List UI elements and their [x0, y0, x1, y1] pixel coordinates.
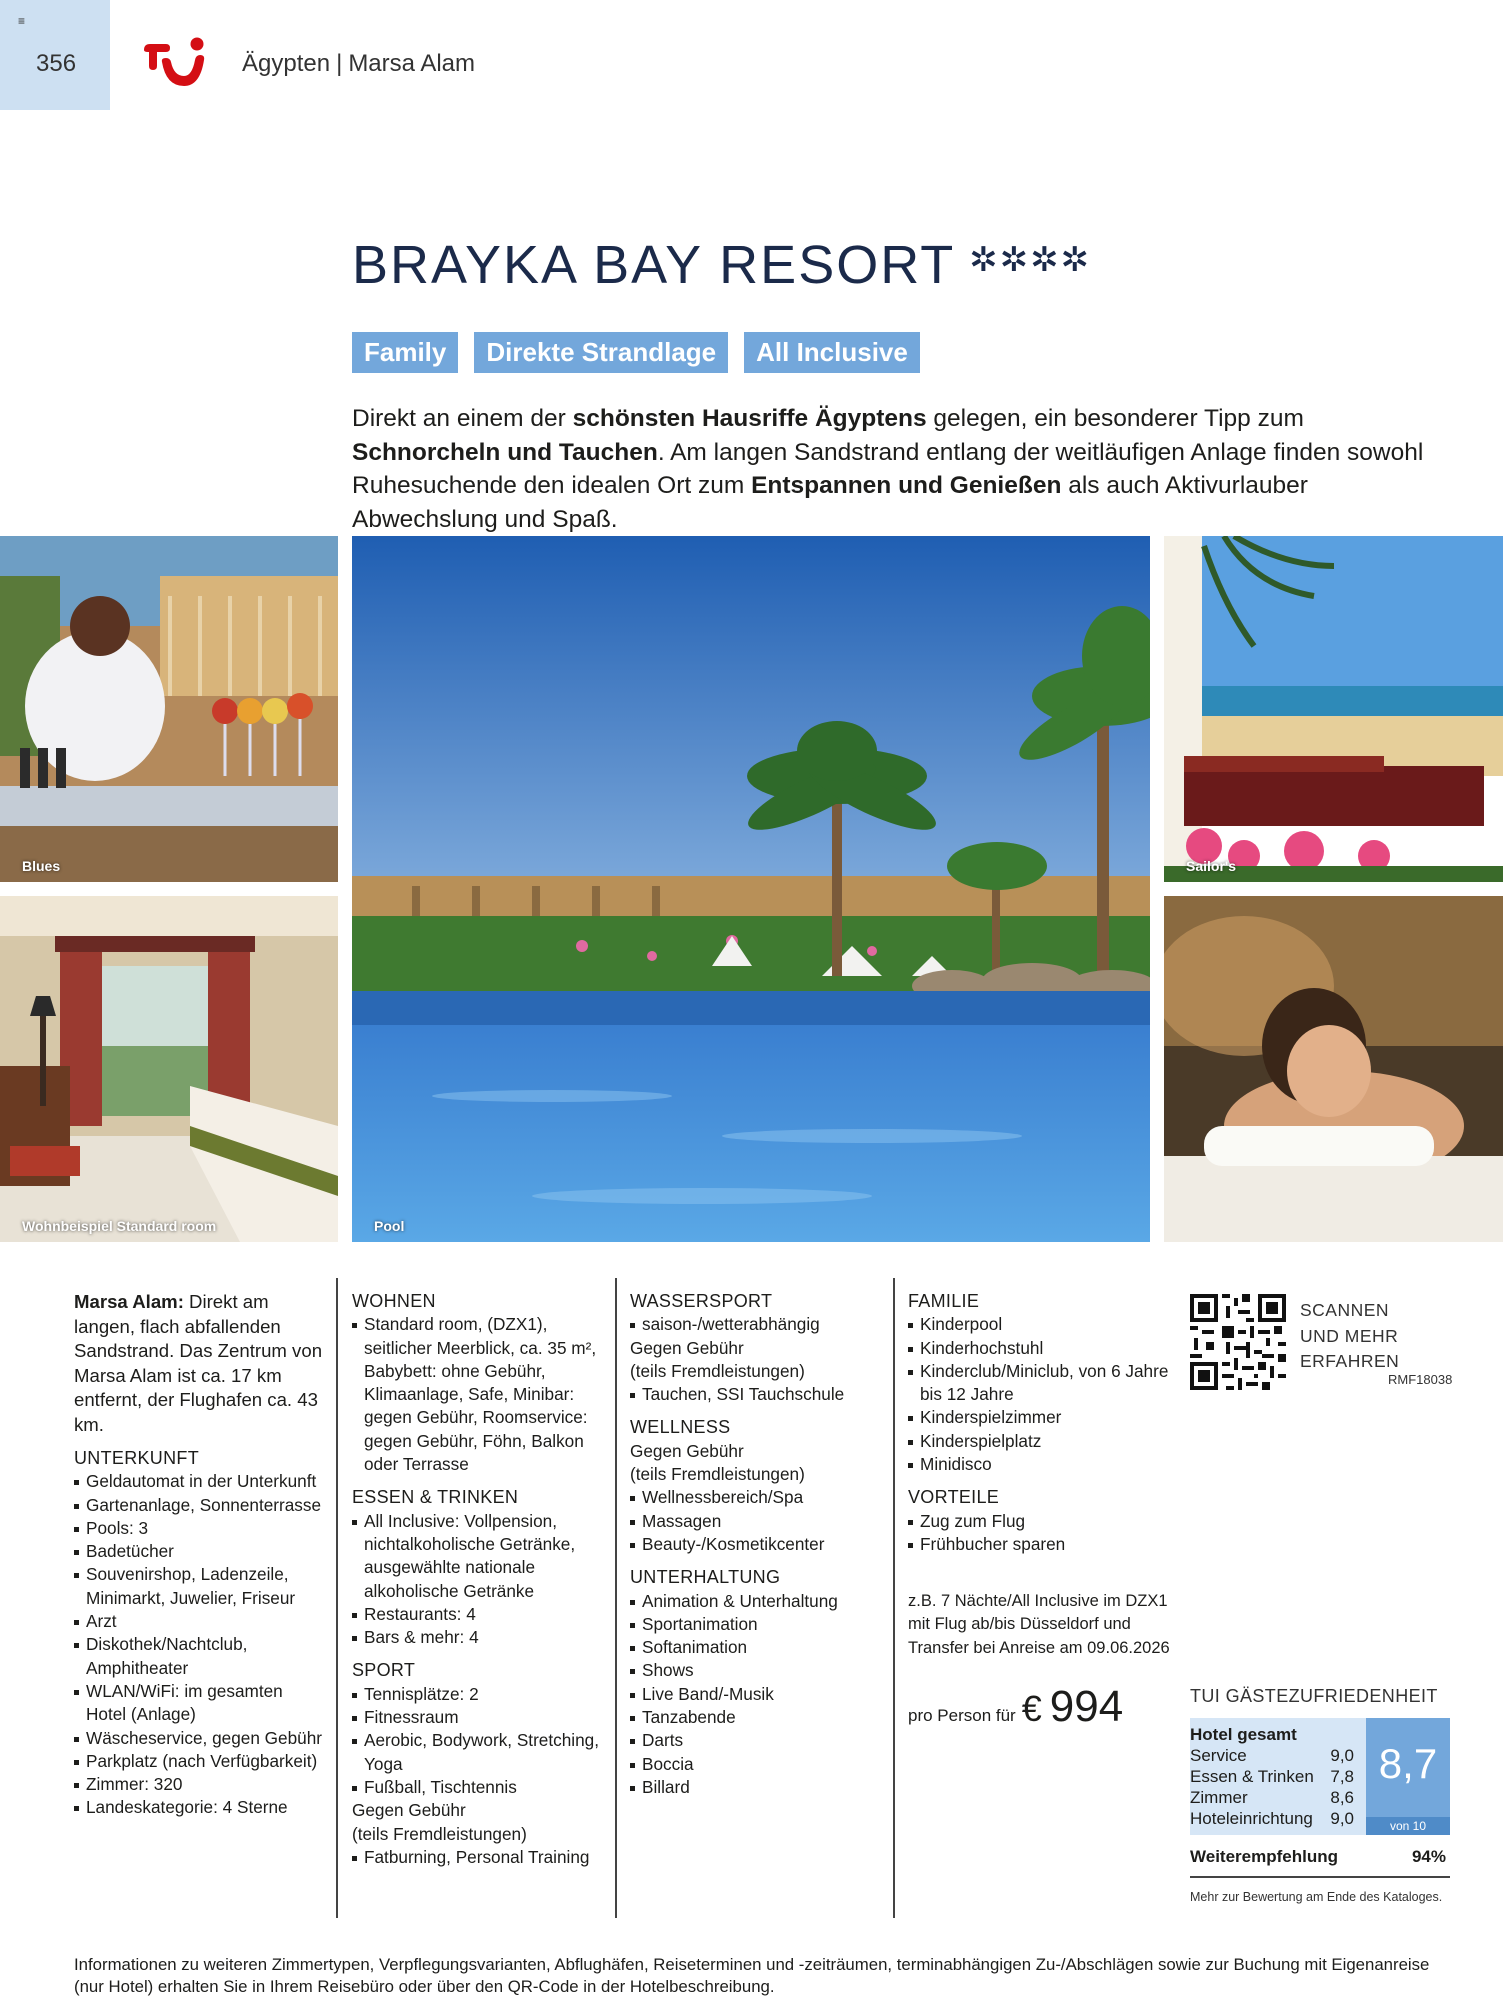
breadcrumb-separator: | [336, 50, 343, 77]
rating-overall-label: Hotel gesamt [1190, 1725, 1297, 1744]
section-heading-familie: FAMILIE [908, 1291, 980, 1311]
list-item: Kinderhochstuhl [908, 1337, 1170, 1360]
feature-badges [352, 332, 920, 373]
list-item: Kinderspielplatz [908, 1430, 1170, 1453]
fee-note: (teils Fremdleistungen) [630, 1464, 805, 1485]
section-heading-wellness: WELLNESS [630, 1417, 731, 1438]
photo-caption-beach: Sailor's [1186, 858, 1237, 874]
page-number: 356 [36, 50, 77, 77]
list-item: Kinderclub/Miniclub, von 6 Jahre bis 12 Jahre [908, 1360, 1170, 1407]
photo-pool [352, 536, 1150, 1242]
location-label: Marsa Alam: [74, 1291, 184, 1312]
list-item: Minidisco [908, 1453, 1170, 1476]
list-item: Badetücher [74, 1540, 324, 1563]
qr-code-icon[interactable] [1190, 1294, 1286, 1390]
breadcrumb [242, 50, 475, 78]
rating-row [1190, 1745, 1354, 1766]
qr-line: ERFAHREN [1300, 1351, 1400, 1371]
list-item: Souvenirshop, Ladenzeile, Minimarkt, Juwelier, Friseur [74, 1563, 324, 1610]
wassersport-list [630, 1313, 882, 1336]
column-divider [336, 1278, 338, 1918]
recommendation [1190, 1847, 1450, 1867]
rating-title: TUI GÄSTEZUFRIEDENHEIT [1190, 1686, 1438, 1706]
unterkunft-list [74, 1470, 324, 1819]
fee-note: Gegen Gebühr [352, 1800, 466, 1821]
rating-row [1190, 1808, 1354, 1829]
qr-line: UND MEHR [1300, 1325, 1399, 1346]
rating-label: Essen & Trinken [1190, 1767, 1314, 1786]
list-item: Gartenanlage, Sonnenterrasse [74, 1494, 324, 1517]
section-heading-vorteile: VORTEILE [908, 1487, 1000, 1508]
column-divider [615, 1278, 617, 1918]
list-item: Bars & mehr: 4 [352, 1626, 604, 1649]
badge-beach: Direkte Strandlage [474, 332, 728, 373]
photo-caption-room: Wohnbeispiel Standard room [22, 1218, 217, 1234]
rating-score [1366, 1718, 1450, 1835]
vorteile-list [908, 1510, 1170, 1557]
list-item: Softanimation [630, 1636, 882, 1659]
photo-room [0, 896, 338, 1242]
price [908, 1682, 1123, 1732]
rating-value: 8,6 [1330, 1788, 1354, 1807]
rating-score-scale: von 10 [1366, 1817, 1450, 1835]
list-item: All Inclusive: Vollpension, nichtalkoholische Getränke, ausgewählte nationale alkoholische Getränke [352, 1510, 604, 1603]
rating-score-value: 8,7 [1378, 1740, 1438, 1787]
price-currency: € [1021, 1688, 1042, 1729]
list-item: Parkplatz (nach Verfügbarkeit) [74, 1750, 324, 1773]
fee-note: Gegen Gebühr [630, 1337, 744, 1358]
price-prefix: pro Person für [908, 1706, 1016, 1725]
rating-label: Service [1190, 1746, 1247, 1765]
photo-caption-pool: Pool [374, 1218, 405, 1234]
unterhaltung-list [630, 1590, 882, 1800]
list-item: Shows [630, 1659, 882, 1682]
list-item: Live Band/-Musik [630, 1683, 882, 1706]
hotel-name: BRAYKA BAY RESORT [352, 235, 956, 295]
section-heading-sport: SPORT [352, 1660, 416, 1681]
list-item: Kinderspielzimmer [908, 1406, 1170, 1429]
fee-note: (teils Fremdleistungen) [352, 1823, 527, 1844]
list-item: Kinderpool [908, 1313, 1170, 1336]
wassersport-paid-list [630, 1383, 882, 1406]
wohnen-list [352, 1313, 604, 1476]
familie-list [908, 1313, 1170, 1476]
list-item: Frühbucher sparen [908, 1533, 1170, 1556]
hotel-stars: ✲✲✲✲ [969, 241, 1092, 279]
location-summary [74, 1290, 324, 1437]
list-item: Standard room, (DZX1), seitlicher Meerblick, ca. 35 m², Babybett: ohne Gebühr, Klimaanlage, Safe, Minibar: gegen Gebühr, Roomservice: gegen Gebühr, Föhn, Balkon oder Terrasse [352, 1313, 604, 1476]
section-heading-wassersport: WASSERSPORT [630, 1291, 773, 1311]
list-item: Fatburning, Personal Training [352, 1846, 604, 1869]
list-item: Massagen [630, 1510, 882, 1533]
fee-note: Gegen Gebühr [630, 1440, 744, 1461]
fee-note: (teils Fremdleistungen) [630, 1360, 805, 1381]
breadcrumb-country[interactable]: Ägypten [242, 50, 331, 77]
intro-part: . Am langen Sandstrand entlang der weitläufigen Anlage finden sowohl Ruhesuchende den idealen Ort zum [352, 438, 1424, 499]
list-item: Wäscheservice, gegen Gebühr [74, 1727, 324, 1750]
list-item: Tauchen, SSI Tauchschule [630, 1383, 882, 1406]
intro-highlight: Schnorcheln und Tauchen [352, 438, 658, 466]
list-item: WLAN/WiFi: im gesamten Hotel (Anlage) [74, 1680, 324, 1727]
photo-beach [1164, 536, 1503, 882]
section-heading-wohnen: WOHNEN [352, 1291, 436, 1311]
rating-note: Mehr zur Bewertung am Ende des Kataloges. [1190, 1890, 1443, 1904]
list-item: Fußball, Tischtennis [352, 1776, 604, 1799]
column-wassersport [630, 1290, 882, 1799]
rating-value: 9,0 [1330, 1746, 1354, 1765]
qr-line: SCANNEN [1300, 1300, 1390, 1320]
column-location [74, 1290, 324, 1820]
column-wohnen [352, 1290, 604, 1869]
section-heading-unterhaltung: UNTERHALTUNG [630, 1567, 781, 1588]
list-item: Pools: 3 [74, 1517, 324, 1540]
rating-value: 9,0 [1330, 1809, 1354, 1828]
list-item: Landeskategorie: 4 Sterne [74, 1796, 324, 1819]
section-heading-essen: ESSEN & TRINKEN [352, 1487, 519, 1508]
offer-text: z.B. 7 Nächte/All Inclusive im DZX1 mit Flug ab/bis Düsseldorf und Transfer bei Anreise am 09.06.2026 [908, 1592, 1170, 1657]
essen-list [352, 1510, 604, 1650]
photo-caption-bar: Blues [22, 858, 61, 874]
page-number-box [0, 0, 110, 110]
list-item: Beauty-/Kosmetikcenter [630, 1533, 882, 1556]
intro-highlight: Entspannen und Genießen [751, 472, 1062, 499]
list-item: Zug zum Flug [908, 1510, 1170, 1533]
list-item: Zimmer: 320 [74, 1773, 324, 1796]
column-familie [908, 1290, 1170, 1556]
badge-all-inclusive: All Inclusive [744, 332, 920, 373]
list-item: Animation & Unterhaltung [630, 1590, 882, 1613]
rating-label: Zimmer [1190, 1788, 1248, 1807]
intro-highlight: schönsten Hausriffe Ägyptens [572, 405, 927, 432]
intro-part: gelegen, ein besonderer Tipp zum [926, 405, 1304, 432]
intro-text [352, 402, 1452, 536]
list-item: Restaurants: 4 [352, 1603, 604, 1626]
list-item: Tanzabende [630, 1706, 882, 1729]
section-heading-unterkunft: UNTERKUNFT [74, 1448, 199, 1468]
list-item: Aerobic, Bodywork, Stretching, Yoga [352, 1729, 604, 1776]
price-value: 994 [1049, 1682, 1124, 1731]
rating-row [1190, 1787, 1354, 1808]
list-item: Geldautomat in der Unterkunft [74, 1470, 324, 1493]
qr-code-id: RMF18038 [1388, 1372, 1453, 1387]
qr-scan-text [1300, 1298, 1399, 1375]
rating-value: 7,8 [1330, 1767, 1354, 1786]
photo-bar [0, 536, 338, 882]
tui-logo-icon [140, 36, 212, 94]
column-divider [893, 1278, 895, 1918]
list-item: Tennisplätze: 2 [352, 1683, 604, 1706]
sport-paid-list [352, 1846, 604, 1869]
list-item: Diskothek/Nachtclub, Amphitheater [74, 1633, 324, 1680]
breadcrumb-region[interactable]: Marsa Alam [348, 50, 476, 77]
intro-part: Direkt an einem der [352, 405, 573, 432]
recommendation-label: Weiterempfehlung [1190, 1847, 1338, 1866]
list-item: Darts [630, 1729, 882, 1752]
list-item: Boccia [630, 1753, 882, 1776]
rating-row [1190, 1766, 1354, 1787]
rating-label: Hoteleinrichtung [1190, 1809, 1313, 1828]
footer-note: Informationen zu weiteren Zimmertypen, Verpflegungsvarianten, Abflughäfen, Reiseterminen und -zeiträumen, terminabhängigen Zu-/Abschlägen sowie zur Buchung mit Eigenanreise (nur Hotel) erhalten Sie in Ihrem Reisebüro oder über den QR-Code in der Hotelbeschreibung. [74, 1955, 1430, 1996]
recommendation-value: 94% [1411, 1847, 1446, 1866]
badge-family: Family [352, 332, 458, 373]
location-text: Direkt am langen, flach abfallenden Sandstrand. Das Zentrum von Marsa Alam ist ca. 17 km entfernt, der Flughafen ca. 43 km. [74, 1291, 323, 1435]
intro-part: als auch Aktivurlauber Abwechslung und Spaß. [352, 472, 1308, 533]
list-item: Wellnessbereich/Spa [630, 1486, 882, 1509]
photo-spa [1164, 896, 1503, 1242]
list-item: Arzt [74, 1610, 324, 1633]
list-item: saison-/wetterabhängig [630, 1313, 882, 1336]
list-item: Billard [630, 1776, 882, 1799]
rating-divider [1190, 1876, 1450, 1878]
sport-list [352, 1683, 604, 1799]
menu-icon[interactable]: ≡ [18, 14, 26, 28]
list-item: Sportanimation [630, 1613, 882, 1636]
wellness-list [630, 1486, 882, 1556]
hotel-title [352, 234, 1091, 296]
list-item: Fitnessraum [352, 1706, 604, 1729]
